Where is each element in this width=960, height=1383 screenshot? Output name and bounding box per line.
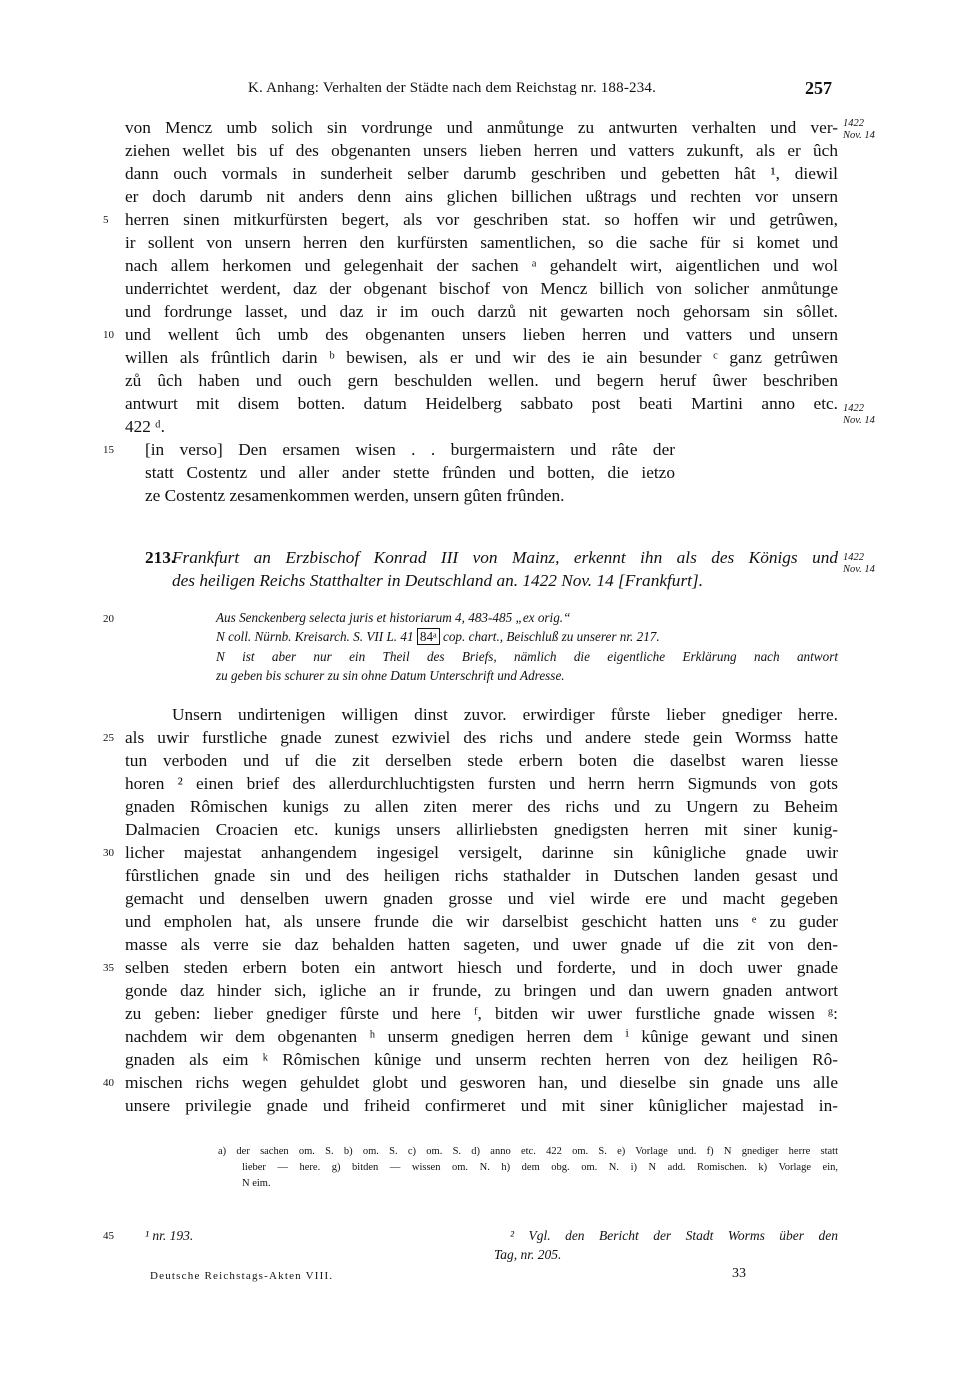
text-line: und empholen hat, als unsere frunde die wir darselbist geschicht hatten uns ᵉ zu guder: [125, 912, 838, 931]
line-number: 30: [103, 847, 114, 859]
line-number: 15: [103, 444, 114, 456]
text-line: tun verboden und uf die zit derselben stede erbern boten die daselbst waren liesse: [125, 751, 838, 770]
text-line: willen als frûntlich darin ᵇ bewisen, als er und wir des ie ain besunder ᶜ ganz getrûwen: [125, 348, 838, 367]
text-line: licher majestat anhangendem ingesigel versigelt, darinne sin kûnigliche gnade uwir: [125, 843, 838, 862]
line-number: 35: [103, 962, 114, 974]
document-title-line1: Frankfurt an Erzbischof Konrad III von Mainz, erkennt ihn als des Königs und: [172, 548, 838, 567]
text-line: und wellent ûch umb des obgenanten unsers lieben herren und vatters und unsern: [125, 325, 838, 344]
margin-date: Nov. 14: [843, 564, 875, 575]
text-line: selben steden erbern boten ein antwort hiesch und forderte, und in doch uwer gnade: [125, 958, 838, 977]
text-line: zů ûch haben und ouch gern beschulden wellen. und begern heruf ûwer beschriben: [125, 371, 838, 390]
text-line: masse als verre sie daz behalden hatten sageten, und uwer gnade uf die zit von den-: [125, 935, 838, 954]
margin-date-note: [843, 403, 875, 427]
footnote-2-line2: Tag, nr. 205.: [494, 1247, 562, 1262]
apparatus-line: a) der sachen om. S. b) om. S. c) om. S. d) anno etc. 422 om. S. e) Vorlage und. f) N gnediger herre statt: [218, 1146, 838, 1157]
text-line: antwurt mit disem botten. datum Heidelberg sabbato post beati Martini anno etc.: [125, 394, 838, 413]
text-line: Unsern undirtenigen willigen dinst zuvor. erwirdiger fůrste lieber gnediger herre.: [172, 705, 838, 724]
source-line: zu geben bis schurer zu sin ohne Datum Unterschrift und Adresse.: [216, 668, 565, 683]
line-number: 25: [103, 732, 114, 744]
text-line: underrichtet werdent, daz der obgenant bischof von Mencz billich von solicher anmůtunge: [125, 279, 838, 298]
text-line: ziehen wellet bis uf des obgenanten unsers lieben herren und vatters zukunft, als er ûch: [125, 141, 838, 160]
text-line: ze Costentz zesamenkommen werden, unsern gûten frûnden.: [145, 486, 565, 505]
source-line: Aus Senckenberg selecta juris et historiarum 4, 483-485 „ex orig.“: [216, 610, 571, 625]
text-line: mischen richs wegen gehuldet globt und gesworen han, und dieselbe sin gnade uns alle: [125, 1073, 838, 1092]
signature-mark: 33: [732, 1266, 746, 1281]
source-archive: N coll. Nürnb. Kreisarch. S. VII L. 41: [216, 629, 414, 644]
text-line: herren sinen mitkurfürsten begert, als vor geschriben stat. so hoffen wir und getrûwen,: [125, 210, 838, 229]
source-copy-note: cop. chart., Beischluß zu unserer nr. 217.: [442, 629, 660, 644]
line-number: 45: [103, 1230, 114, 1242]
line-number: 40: [103, 1077, 114, 1089]
margin-year: 1422: [843, 118, 864, 129]
text-line: gonde daz hinder sich, igliche an ir frunde, zu bringen und dan uwern gnaden antwort: [125, 981, 838, 1000]
text-line: er doch darumb nit anders denn ains glichen billichen ußtrags und rechten vor unsern: [125, 187, 838, 206]
source-boxed-number: 84ᵃ: [417, 628, 440, 645]
source-line: [216, 629, 838, 645]
text-line: gnaden Rômischen kunigs zu allen ziten merer des richs und zu Ungern zu Beheim: [125, 797, 838, 816]
line-number: 5: [103, 214, 109, 226]
text-line: [in verso] Den ersamen wisen . . burgermaistern und râte der: [145, 440, 675, 459]
document-title-line2: des heiligen Reichs Statthalter in Deutschland an. 1422 Nov. 14 [Frankfurt].: [172, 571, 704, 590]
margin-date-note: [843, 118, 875, 142]
text-line: unsere privilegie gnade und friheid confirmeret und mit siner kûniglicher majestad in-: [125, 1096, 838, 1115]
apparatus-line: lieber — here. g) bitden — wissen om. N. h) dem obg. om. N. i) N add. Romischen. k) Vorlage ein,: [242, 1162, 838, 1173]
text-line: nachdem wir dem obgenanten ʰ unserm gnedigen herren dem ⁱ kûnige gewant und sinen: [125, 1027, 838, 1046]
text-line: fûrstlichen gnade sin und des heiligen richs stathalder in Dutschen landen gesast und: [125, 866, 838, 885]
text-line: ir sollent von unsern herren den kurfürsten samentlichen, so die sache für si komet und: [125, 233, 838, 252]
text-line: als uwir furstliche gnade zunest ezwiviel des richs und andere stede gein Wormss hatte: [125, 728, 838, 747]
text-line: Dalmacien Croacien etc. kunigs unsers allirliebsten gnedigsten herren mit siner kunig-: [125, 820, 838, 839]
text-line: gnaden als eim ᵏ Rômischen kûnige und unserm rechten herren von dez heiligen Rô-: [125, 1050, 838, 1069]
document-number: 213.: [145, 548, 176, 567]
source-line: N ist aber nur ein Theil des Briefs, nämlich die eigentliche Erklärung nach antwort: [216, 649, 838, 664]
margin-year: 1422: [843, 403, 864, 414]
text-line: und fordrunge lasset, und daz ir im ouch darzů nit gewarten noch gehorsam sin sôllet.: [125, 302, 838, 321]
margin-year: 1422: [843, 552, 864, 563]
line-number: 20: [103, 613, 114, 625]
volume-title: Deutsche Reichstags-Akten VIII.: [150, 1270, 334, 1282]
margin-date: Nov. 14: [843, 130, 875, 141]
text-line: 422 ᵈ.: [125, 417, 165, 436]
text-line: zu geben: lieber gnediger fûrste und here ᶠ, bitden wir uwer furstliche gnade wissen ᵍ:: [125, 1004, 838, 1023]
text-line: horen ² einen brief des allerdurchluchtigsten fursten und herrn herrn Sigmunds von gots: [125, 774, 838, 793]
footnote-1: ¹ nr. 193.: [145, 1228, 194, 1243]
text-line: nach allem herkomen und gelegenhait der sachen ᵃ gehandelt wirt, aigentlichen und wol: [125, 256, 838, 275]
apparatus-line: N eim.: [242, 1178, 271, 1189]
footnote-2-line1: ² Vgl. den Bericht der Stadt Worms über den: [510, 1228, 838, 1243]
running-title: K. Anhang: Verhalten der Städte nach dem Reichstag nr. 188-234.: [248, 80, 657, 96]
margin-date: Nov. 14: [843, 415, 875, 426]
page-number: 257: [805, 78, 832, 98]
margin-date-note: [843, 552, 875, 576]
text-line: von Mencz umb solich sin vordrunge und anmůtunge zu antwurten verhalten und ver-: [125, 118, 838, 137]
text-line: statt Costentz und aller ander stette frûnden und botten, die ietzo: [145, 463, 675, 482]
line-number: 10: [103, 329, 114, 341]
text-line: dann ouch vormals in sunderheit selber darumb geschriben und gebetten hât ¹, diewil: [125, 164, 838, 183]
text-line: gemacht und denselben uwern gnaden grosse und viel wirde ere und macht gegeben: [125, 889, 838, 908]
